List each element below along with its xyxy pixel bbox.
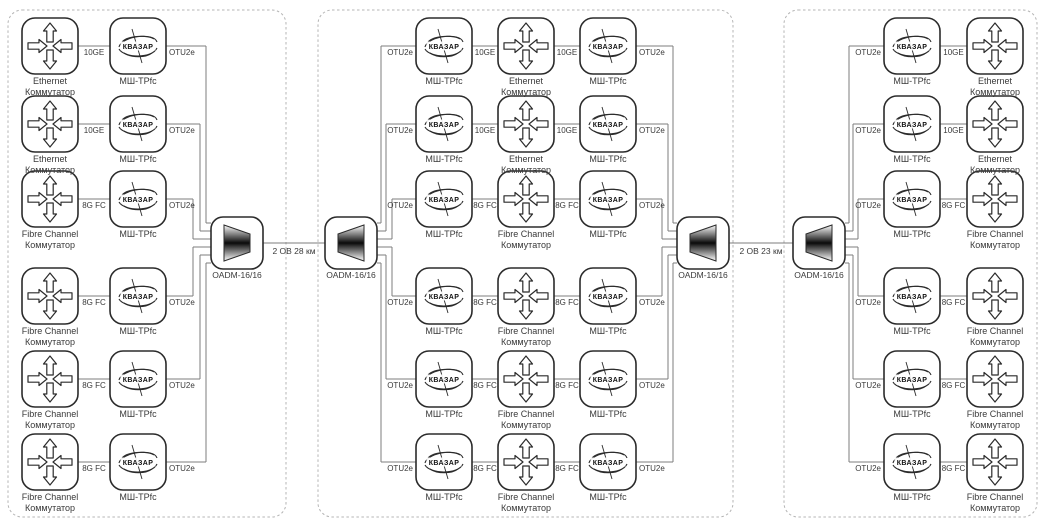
- transponder-label: МШ-TPfc: [119, 409, 157, 419]
- transponder-node: [110, 268, 166, 324]
- transponder-node: [884, 171, 940, 227]
- otu2e-label: OTU2e: [855, 201, 881, 210]
- transponder-label: МШ-TPfc: [119, 154, 157, 164]
- fibre-channel-switch-node: [22, 171, 78, 227]
- switch-label-line2: Коммутатор: [500, 420, 552, 430]
- transponder-label: МШ-TPfc: [119, 76, 157, 86]
- transponder-node: [580, 434, 636, 490]
- transponder-label: МШ-TPfc: [425, 409, 463, 419]
- switch-label-line2: Коммутатор: [24, 503, 76, 513]
- rate-label: 8G FC: [941, 464, 966, 473]
- fibre-channel-switch-node: [22, 434, 78, 490]
- rate-label: 10GE: [943, 126, 964, 135]
- transponder-brand-label: КВАЗАР: [428, 460, 460, 467]
- rate-label: 8G FC: [473, 298, 497, 307]
- switch-label-line1: Fibre Channel: [21, 229, 79, 239]
- transponder-brand-label: КВАЗАР: [896, 294, 928, 301]
- rate-label: 10GE: [556, 48, 578, 57]
- transponder-node: [416, 434, 472, 490]
- transponder-node: [110, 96, 166, 152]
- transponder-label: МШ-TPfc: [425, 76, 463, 86]
- transponder-brand-label: КВАЗАР: [122, 294, 154, 301]
- transponder-label: МШ-TPfc: [589, 409, 627, 419]
- transponder-brand-label: КВАЗАР: [592, 44, 624, 51]
- rate-label: 8G FC: [555, 298, 579, 307]
- transponder-label: МШ-TPfc: [589, 326, 627, 336]
- switch-label-line2: Коммутатор: [969, 165, 1021, 175]
- transponder-node: [416, 171, 472, 227]
- otu2e-label: OTU2e: [169, 298, 195, 307]
- switch-label-line2: Коммутатор: [24, 165, 76, 175]
- transponder-brand-label: КВАЗАР: [122, 122, 154, 129]
- transponder-brand-label: КВАЗАР: [592, 294, 624, 301]
- ethernet-switch-node: [498, 18, 554, 74]
- switch-label-line1: Fibre Channel: [497, 326, 555, 336]
- transponder-brand-label: КВАЗАР: [592, 460, 624, 467]
- switch-label-line1: Ethernet: [508, 154, 544, 164]
- transponder-node: [580, 18, 636, 74]
- fibre-channel-switch-node: [498, 351, 554, 407]
- rate-label: 10GE: [556, 126, 578, 135]
- switch-label-line2: Коммутатор: [24, 337, 76, 347]
- fiber-span-label: 2 ОВ 23 км: [739, 246, 783, 256]
- transponder-brand-label: КВАЗАР: [122, 460, 154, 467]
- switch-label-line1: Ethernet: [977, 154, 1013, 164]
- otu2e-label: OTU2e: [387, 298, 413, 307]
- otu2e-label: OTU2e: [639, 298, 665, 307]
- transponder-node: [110, 171, 166, 227]
- transponder-label: МШ-TPfc: [119, 326, 157, 336]
- oadm-label: OADM-16/16: [326, 270, 376, 280]
- transponder-brand-label: КВАЗАР: [896, 122, 928, 129]
- switch-label-line2: Коммутатор: [969, 337, 1021, 347]
- switch-label-line2: Коммутатор: [500, 337, 552, 347]
- otu2e-label: OTU2e: [169, 381, 195, 390]
- oadm-node: [325, 217, 377, 269]
- transponder-node: [416, 268, 472, 324]
- switch-label-line1: Ethernet: [32, 76, 68, 86]
- switch-label-line2: Коммутатор: [969, 420, 1021, 430]
- oadm-label: OADM-16/16: [794, 270, 844, 280]
- transponder-label: МШ-TPfc: [893, 154, 931, 164]
- transponder-brand-label: КВАЗАР: [122, 44, 154, 51]
- fibre-channel-switch-node: [498, 434, 554, 490]
- fibre-channel-switch-node: [967, 351, 1023, 407]
- rate-label: 8G FC: [82, 464, 106, 473]
- rate-label: 10GE: [83, 126, 105, 135]
- transponder-label: МШ-TPfc: [893, 76, 931, 86]
- otu2e-label: OTU2e: [639, 48, 665, 57]
- switch-label-line2: Коммутатор: [24, 240, 76, 250]
- otu2e-label: OTU2e: [855, 126, 881, 135]
- transponder-brand-label: КВАЗАР: [896, 377, 928, 384]
- oadm-node: [677, 217, 729, 269]
- switch-label-line2: Коммутатор: [969, 240, 1021, 250]
- fibre-channel-switch-node: [22, 268, 78, 324]
- switch-label-line2: Коммутатор: [500, 240, 552, 250]
- transponder-node: [580, 268, 636, 324]
- transponder-brand-label: КВАЗАР: [428, 44, 460, 51]
- switch-label-line1: Fibre Channel: [966, 492, 1024, 502]
- ethernet-switch-node: [967, 96, 1023, 152]
- rate-label: 8G FC: [941, 298, 966, 307]
- transponder-brand-label: КВАЗАР: [592, 377, 624, 384]
- transponder-node: [110, 351, 166, 407]
- oadm-label: OADM-16/16: [678, 270, 728, 280]
- switch-label-line1: Fibre Channel: [21, 492, 79, 502]
- switch-label-line1: Ethernet: [32, 154, 68, 164]
- ethernet-switch-node: [967, 18, 1023, 74]
- rate-label: 8G FC: [473, 464, 497, 473]
- switch-label-line1: Fibre Channel: [966, 409, 1024, 419]
- otu2e-label: OTU2e: [169, 201, 195, 210]
- transponder-brand-label: КВАЗАР: [428, 122, 460, 129]
- transponder-label: МШ-TPfc: [893, 492, 931, 502]
- oadm-node: [211, 217, 263, 269]
- switch-label-line1: Fibre Channel: [497, 492, 555, 502]
- transponder-label: МШ-TPfc: [589, 492, 627, 502]
- transponder-node: [580, 351, 636, 407]
- rate-label: 8G FC: [941, 381, 966, 390]
- transponder-brand-label: КВАЗАР: [428, 294, 460, 301]
- rate-label: 8G FC: [82, 381, 106, 390]
- transponder-node: [884, 96, 940, 152]
- rate-label: 8G FC: [555, 464, 579, 473]
- transponder-brand-label: КВАЗАР: [896, 197, 928, 204]
- switch-label-line1: Fibre Channel: [21, 409, 79, 419]
- transponder-node: [580, 171, 636, 227]
- otu2e-label: OTU2e: [387, 201, 413, 210]
- otu2e-label: OTU2e: [387, 381, 413, 390]
- otu2e-label: OTU2e: [855, 48, 881, 57]
- switch-label-line1: Fibre Channel: [966, 326, 1024, 336]
- switch-label-line1: Fibre Channel: [966, 229, 1024, 239]
- transponder-brand-label: КВАЗАР: [592, 197, 624, 204]
- rate-label: 10GE: [83, 48, 105, 57]
- switch-label-line1: Fibre Channel: [497, 229, 555, 239]
- transponder-label: МШ-TPfc: [425, 154, 463, 164]
- switch-label-line2: Коммутатор: [969, 87, 1021, 97]
- otu2e-label: OTU2e: [639, 126, 665, 135]
- rate-label: 8G FC: [473, 201, 497, 210]
- transponder-node: [416, 96, 472, 152]
- fibre-channel-switch-node: [498, 171, 554, 227]
- otu2e-label: OTU2e: [855, 298, 881, 307]
- transponder-node: [884, 434, 940, 490]
- rate-label: 8G FC: [555, 381, 579, 390]
- rate-label: 8G FC: [941, 201, 966, 210]
- transponder-brand-label: КВАЗАР: [428, 197, 460, 204]
- rate-label: 8G FC: [82, 298, 106, 307]
- otu2e-label: OTU2e: [639, 201, 665, 210]
- transponder-brand-label: КВАЗАР: [896, 460, 928, 467]
- switch-label-line1: Fibre Channel: [21, 326, 79, 336]
- transponder-brand-label: КВАЗАР: [896, 44, 928, 51]
- transponder-brand-label: КВАЗАР: [122, 197, 154, 204]
- transponder-node: [884, 18, 940, 74]
- rate-label: 8G FC: [473, 381, 497, 390]
- transponder-label: МШ-TPfc: [119, 229, 157, 239]
- transponder-label: МШ-TPfc: [589, 154, 627, 164]
- otu2e-label: OTU2e: [387, 126, 413, 135]
- fibre-channel-switch-node: [498, 268, 554, 324]
- switch-label-line2: Коммутатор: [500, 165, 552, 175]
- transponder-label: МШ-TPfc: [425, 492, 463, 502]
- otu2e-label: OTU2e: [387, 464, 413, 473]
- ethernet-switch-node: [22, 96, 78, 152]
- otu2e-label: OTU2e: [639, 464, 665, 473]
- otu2e-label: OTU2e: [169, 126, 195, 135]
- rate-label: 10GE: [474, 48, 496, 57]
- switch-label-line2: Коммутатор: [500, 503, 552, 513]
- transponder-label: МШ-TPfc: [119, 492, 157, 502]
- switch-label-line2: Коммутатор: [24, 420, 76, 430]
- otu2e-label: OTU2e: [855, 381, 881, 390]
- fibre-channel-switch-node: [967, 268, 1023, 324]
- otu2e-label: OTU2e: [387, 48, 413, 57]
- rate-label: 10GE: [943, 48, 964, 57]
- transponder-label: МШ-TPfc: [893, 409, 931, 419]
- transponder-label: МШ-TPfc: [893, 326, 931, 336]
- transponder-node: [580, 96, 636, 152]
- switch-label-line1: Ethernet: [508, 76, 544, 86]
- transponder-label: МШ-TPfc: [425, 326, 463, 336]
- fibre-channel-switch-node: [22, 351, 78, 407]
- fiber-span-label: 2 ОВ 28 км: [272, 246, 316, 256]
- otu2e-label: OTU2e: [639, 381, 665, 390]
- switch-label-line2: Коммутатор: [24, 87, 76, 97]
- switch-label-line1: Ethernet: [977, 76, 1013, 86]
- transponder-node: [416, 18, 472, 74]
- rate-label: 8G FC: [555, 201, 579, 210]
- transponder-node: [110, 434, 166, 490]
- transponder-node: [416, 351, 472, 407]
- transponder-brand-label: КВАЗАР: [428, 377, 460, 384]
- transponder-node: [110, 18, 166, 74]
- transponder-node: [884, 351, 940, 407]
- rate-label: 8G FC: [82, 201, 106, 210]
- oadm-node: [793, 217, 845, 269]
- fibre-channel-switch-node: [967, 434, 1023, 490]
- switch-label-line2: Коммутатор: [969, 503, 1021, 513]
- otu2e-label: OTU2e: [169, 48, 195, 57]
- ethernet-switch-node: [498, 96, 554, 152]
- switch-label-line1: Fibre Channel: [497, 409, 555, 419]
- otu2e-label: OTU2e: [169, 464, 195, 473]
- transponder-brand-label: КВАЗАР: [592, 122, 624, 129]
- fibre-channel-switch-node: [967, 171, 1023, 227]
- ethernet-switch-node: [22, 18, 78, 74]
- transponder-node: [884, 268, 940, 324]
- switch-label-line2: Коммутатор: [500, 87, 552, 97]
- rate-label: 10GE: [474, 126, 496, 135]
- oadm-label: OADM-16/16: [212, 270, 262, 280]
- transponder-label: МШ-TPfc: [425, 229, 463, 239]
- transponder-brand-label: КВАЗАР: [122, 377, 154, 384]
- transponder-label: МШ-TPfc: [589, 229, 627, 239]
- transponder-label: МШ-TPfc: [589, 76, 627, 86]
- transponder-label: МШ-TPfc: [893, 229, 931, 239]
- otu2e-label: OTU2e: [855, 464, 881, 473]
